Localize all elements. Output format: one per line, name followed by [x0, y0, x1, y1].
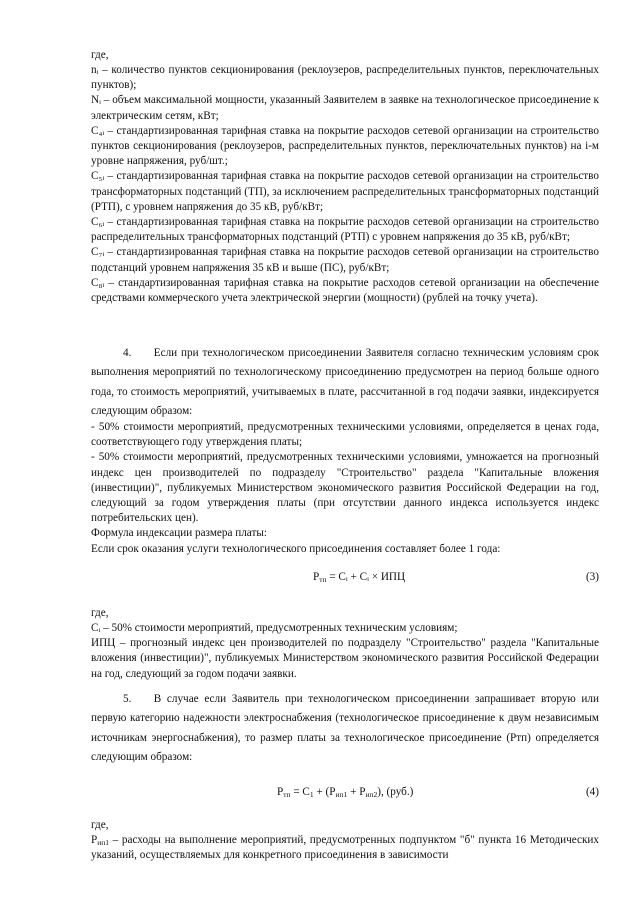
indexation-item: Формула индексации размера платы: [91, 527, 267, 540]
formula-4 [91, 785, 599, 801]
indexation-list [91, 420, 599, 557]
legend-item-last: $P_{ип1}$ – расходы на выполнение мероприятий, предусмотренных подпунктом "б" пункта 16 Методических указаний, осуществляемых для конкретного присоединения в зависимости [91, 834, 599, 862]
legend-item: Cᵢ – 50% стоимости мероприятий, предусмотренных техническим условиям; [91, 622, 458, 634]
formula-3-expression: $P_{тп}$ = Cᵢ + Cᵢ × ИПЦ [313, 571, 406, 584]
formula-3-number: (3) [585, 571, 599, 583]
legend-item: C₆ᵢ – стандартизированная тарифная ставка на покрытие расходов сетевой организации на строительство распределительных трансформаторных подстанций (РТП) с уровнем напряжения до 35 кВ, руб/кВт; [91, 216, 599, 244]
legend-intro: где, [91, 49, 109, 61]
formula-3 [91, 570, 599, 586]
legend-item: ИПЦ – прогнозный индекс цен производителей по подразделу "Строительство" раздела "Капитальные вложения (инвестиции)", публикуемых Министерством экономического развития Российской Федерации на год, следующий за годом подачи заявки. [91, 637, 599, 680]
indexation-item: - 50% стоимости мероприятий, предусмотренных техническими условиями, определяется в ценах года, соответствующего году утверждения платы; [91, 421, 599, 449]
legend-item: nᵢ – количество пунктов секционирования (реклоузеров, распределительных пунктов, переключательных пунктов); [91, 64, 599, 92]
legend-item: C₅ᵢ – стандартизированная тарифная ставка на покрытие расходов сетевой организации на строительство трансформаторных подстанций (ТП), за исключением распределительных трансформаторных подстанций (РТП), с уровнем напряжения до 35 кВ, руб/кВт; [91, 170, 599, 213]
indexation-item: - 50% стоимости мероприятий, предусмотренных техническими условиями, умножается на прогнозный индекс цен производителей по подразделу "Строительство" раздела "Капитальные вложения (инвестиции)", публикуемых Министерством экономического развития Российской Федерации на год, следующий за годом утверждения платы (при отсутствии данного индекса используется индекс потребительских цен). [91, 451, 599, 525]
legend-item: C₄ᵢ – стандартизированная тарифная ставка на покрытие расходов сетевой организации на строительство пунктов секционирования (реклоузеров, распределительных пунктов, переключательных пунктов) на i-м уровне напряжения, руб/шт.; [91, 124, 599, 168]
section-5-paragraph: 5. В случае если Заявитель при технологическом присоединении запрашивает вторую или первую категорию надежности электроснабжения (технологическое присоединение к двум независимым источникам энергоснабжения), то размер платы за технологическое присоединение (Ртп) определяется следующим образом: [91, 693, 599, 764]
legend-list-2 [91, 621, 599, 682]
legend-item: C₇ᵢ – стандартизированная тарифная ставка на покрытие расходов сетевой организации на строительство подстанций уровнем напряжения 35 кВ и выше (ПС), руб/кВт; [91, 246, 599, 274]
legend-item: Nᵢ – объем максимальной мощности, указанный Заявителем в заявке на технологическое присоединение к электрическим сетям, кВт; [91, 94, 599, 122]
legend-list [91, 63, 599, 306]
indexation-item: Если срок оказания услуги технологического присоединения составляет более 1 года: [91, 542, 501, 555]
legend-intro: где, [91, 607, 109, 619]
legend-intro: где, [91, 819, 109, 831]
section-4-paragraph: 4. Если при технологическом присоединении Заявителя согласно техническим условиям срок выполнения мероприятий по технологическому присоединению предусмотрен на период больше одного года, то стоимость мероприятий, учитываемых в плате, рассчитанной в год подачи заявки, индексируется следующим образом: [91, 347, 599, 418]
legend-item: C₈ᵢ – стандартизированная тарифная ставка на покрытие расходов сетевой организации на обеспечение средствами коммерческого учета электрической энергии (мощности) (рублей на точку учета). [91, 276, 599, 305]
formula-4-number: (4) [585, 786, 599, 798]
formula-4-expression: $P_{тп} = C_1 + (P_{ип1} + P_{ип2})$, (руб.) [277, 786, 414, 799]
